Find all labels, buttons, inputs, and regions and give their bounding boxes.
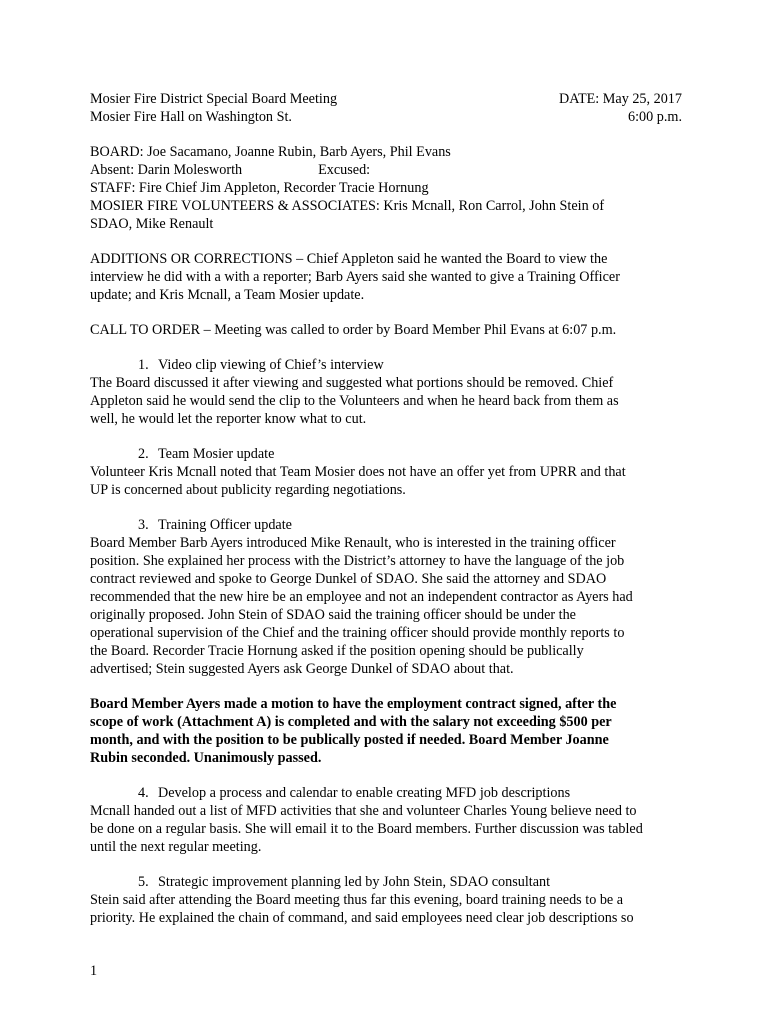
agenda-item-text: advertised; Stein suggested Ayers ask George Dunkel of SDAO about that. xyxy=(90,661,514,677)
agenda-item-number: 1. xyxy=(138,357,149,373)
motion-text: month, and with the position to be publically posted if needed. Board Member Joanne xyxy=(90,732,609,748)
attendance-section xyxy=(90,143,682,233)
agenda-item-heading xyxy=(90,356,682,374)
additions-line: ADDITIONS OR CORRECTIONS – Chief Appleton said he wanted the Board to view the xyxy=(90,251,608,267)
agenda-item-heading xyxy=(90,873,682,891)
agenda-item-text: operational supervision of the Chief and the training officer should provide monthly reports to xyxy=(90,625,625,641)
call-to-order: CALL TO ORDER – Meeting was called to order by Board Member Phil Evans at 6:07 p.m. xyxy=(90,322,617,338)
absent-line xyxy=(90,161,682,179)
agenda-item-5 xyxy=(90,873,682,927)
document-body xyxy=(90,90,682,927)
agenda-item-title: Strategic improvement planning led by John Stein, SDAO consultant xyxy=(158,874,551,890)
meeting-header xyxy=(90,90,682,126)
agenda-item-title: Video clip viewing of Chief’s interview xyxy=(158,357,384,373)
agenda-item-text: The Board discussed it after viewing and suggested what portions should be removed. Chief xyxy=(90,375,614,391)
absent-members: Absent: Darin Molesworth xyxy=(90,162,243,178)
agenda-item-text: UP is concerned about publicity regarding negotiations. xyxy=(90,482,406,498)
motion-text: scope of work (Attachment A) is completed and with the salary not exceeding $500 per xyxy=(90,714,612,730)
agenda-item-heading xyxy=(90,445,682,463)
motion-block xyxy=(90,695,682,767)
agenda-item-heading xyxy=(90,516,682,534)
agenda-item-3 xyxy=(90,516,682,678)
meeting-date: DATE: May 25, 2017 xyxy=(559,91,682,107)
agenda-item-title: Team Mosier update xyxy=(158,446,275,462)
agenda-item-text: be done on a regular basis. She will email it to the Board members. Further discussion was tabled xyxy=(90,821,643,837)
additions-line: update; and Kris Mcnall, a Team Mosier update. xyxy=(90,287,365,303)
agenda-item-title: Training Officer update xyxy=(158,517,292,533)
agenda-item-number: 4. xyxy=(138,785,149,801)
meeting-datetime-block xyxy=(559,90,682,126)
excused-label: Excused: xyxy=(318,162,371,178)
board-members: BOARD: Joe Sacamano, Joanne Rubin, Barb Ayers, Phil Evans xyxy=(90,144,451,160)
agenda-item-text: recommended that the new hire be an employee and not an independent contractor as Ayers had xyxy=(90,589,633,605)
additions-section xyxy=(90,250,682,304)
agenda-item-4 xyxy=(90,784,682,856)
agenda-item-number: 3. xyxy=(138,517,149,533)
meeting-time: 6:00 p.m. xyxy=(628,109,682,125)
agenda-item-text: contract reviewed and spoke to George Dunkel of SDAO. She said the attorney and SDAO xyxy=(90,571,607,587)
agenda-item-text: Board Member Barb Ayers introduced Mike Renault, who is interested in the training officer xyxy=(90,535,616,551)
agenda-item-text: until the next regular meeting. xyxy=(90,839,262,855)
motion-text: Rubin seconded. Unanimously passed. xyxy=(90,750,322,766)
additions-line: interview he did with a with a reporter; Barb Ayers said she wanted to give a Training Officer xyxy=(90,269,620,285)
motion-text: Board Member Ayers made a motion to have the employment contract signed, after the xyxy=(90,696,617,712)
agenda-item-text: Appleton said he would send the clip to the Volunteers and when he heard back from them as xyxy=(90,393,619,409)
agenda-item-heading xyxy=(90,784,682,802)
staff-members: STAFF: Fire Chief Jim Appleton, Recorder Tracie Hornung xyxy=(90,180,429,196)
agenda-item-number: 5. xyxy=(138,874,149,890)
meeting-title-block xyxy=(90,90,337,126)
agenda-item-number: 2. xyxy=(138,446,149,462)
agenda-item-text: well, he would let the reporter know what to cut. xyxy=(90,411,367,427)
page-number: 1 xyxy=(90,963,98,979)
agenda-item-text: priority. He explained the chain of command, and said employees need clear job descriptions so xyxy=(90,910,634,926)
meeting-location: Mosier Fire Hall on Washington St. xyxy=(90,109,292,125)
agenda-item-text: Mcnall handed out a list of MFD activities that she and volunteer Charles Young believe need to xyxy=(90,803,637,819)
agenda-item-1 xyxy=(90,356,682,428)
agenda-item-text: the Board. Recorder Tracie Hornung asked if the position opening should be publically xyxy=(90,643,584,659)
volunteers-line-2: SDAO, Mike Renault xyxy=(90,216,214,232)
volunteers-line-1: MOSIER FIRE VOLUNTEERS & ASSOCIATES: Kris Mcnall, Ron Carrol, John Stein of xyxy=(90,198,605,214)
agenda-item-2 xyxy=(90,445,682,499)
agenda-item-title: Develop a process and calendar to enable creating MFD job descriptions xyxy=(158,785,571,801)
agenda-item-text: Volunteer Kris Mcnall noted that Team Mosier does not have an offer yet from UPRR and that xyxy=(90,464,626,480)
agenda-item-text: originally proposed. John Stein of SDAO said the training officer should be under the xyxy=(90,607,576,623)
agenda-item-text: Stein said after attending the Board meeting thus far this evening, board training needs to be a xyxy=(90,892,624,908)
meeting-title: Mosier Fire District Special Board Meeting xyxy=(90,91,338,107)
agenda-item-text: position. She explained her process with the District’s attorney to have the language of the job xyxy=(90,553,625,569)
